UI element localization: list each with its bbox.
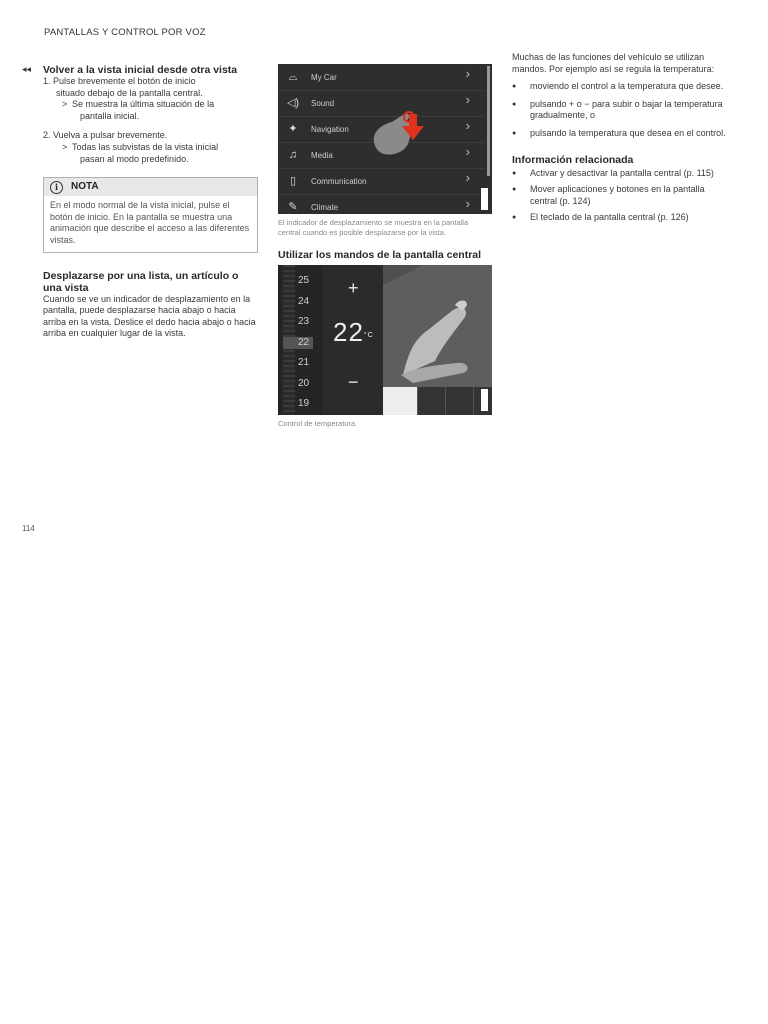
result-arrow: > (62, 141, 68, 152)
speaker-icon: ◁) (286, 97, 300, 109)
temperature-unit: °C (363, 332, 374, 339)
related-info-list (512, 168, 726, 224)
tile (445, 387, 474, 415)
bullet-item: ● pulsando la temperatura que desea en el control. (512, 128, 726, 140)
temperature-value: 24 (298, 295, 310, 307)
temperature-display (333, 317, 374, 347)
seat-illustration (383, 265, 492, 387)
figure-code-label (481, 188, 488, 210)
menu-item-label: Climate (311, 203, 339, 212)
figure-temperature-control (278, 265, 492, 415)
phone-icon: ▯ (289, 175, 297, 187)
note-title: NOTA (71, 181, 99, 193)
temperature-value: 25 (298, 275, 310, 286)
related-link[interactable]: ● Activar y desactivar la pantalla central (p. 115) (512, 168, 726, 180)
music-note-icon: ♫ (288, 149, 298, 161)
scroll-indicator (487, 66, 490, 176)
arrow-down-icon (402, 114, 424, 140)
page-header: PANTALLAS Y CONTROL POR VOZ (44, 27, 206, 38)
step-1 (43, 76, 258, 99)
controls-intro: Muchas de las funciones del vehículo se utilizan mandos. Por ejemplo así se regula la temperatura: (512, 52, 715, 74)
column-1 (43, 64, 258, 340)
chevron-right-icon: › (465, 144, 470, 159)
figure-scroll-menu (278, 64, 492, 214)
figure-2-caption: Control de temperatura. (278, 419, 358, 428)
page-number: 114 (22, 524, 35, 533)
note-header (44, 178, 257, 196)
plus-button: + (348, 278, 359, 298)
seat-icon (383, 265, 492, 387)
menu-item-label: My Car (311, 73, 337, 82)
section-title-central-controls: Utilizar los mandos de la pantalla central (278, 249, 482, 261)
controls-bullet-list (512, 81, 726, 139)
chevron-right-icon: › (465, 118, 470, 133)
step-2-result-line-2: pasan al modo predefinido. (80, 153, 189, 164)
chevron-right-icon: › (465, 170, 470, 185)
step-2: 2. Vuelva a pulsar brevemente. (43, 130, 168, 141)
climate-fan-icon: ✎ (288, 201, 298, 213)
menu-item-communication (278, 168, 484, 195)
step-2-result (43, 142, 258, 165)
result-arrow: > (62, 99, 68, 110)
menu-item-label: Media (311, 151, 333, 160)
chevron-right-icon: › (465, 92, 470, 107)
note-body: En el modo normal de la vista inicial, pulse el botón de inicio. En la pantalla se muestra una animación que describe el acceso a las diferentes vistas. (50, 200, 250, 245)
section-scroll-body: Cuando se ve un indicador de desplazamiento en la pantalla, puede desplazarse hacia abajo o hacia arriba en la vista. Deslice el dedo hacia abajo o hacia arriba en cualquier lugar de la vista. (43, 293, 256, 339)
related-link[interactable]: ● Mover aplicaciones y botones en la pantalla central (p. 124) (512, 184, 726, 207)
column-2 (278, 64, 492, 429)
info-icon: i (50, 181, 63, 194)
bottom-tiles (383, 387, 492, 415)
note-box (43, 177, 258, 252)
tile (383, 387, 418, 415)
related-info-title: Información relacionada (512, 153, 634, 166)
step-1-line-2: situado debajo de la pantalla central. (56, 87, 203, 98)
menu-item-climate (278, 194, 484, 214)
menu-item-label: Communication (311, 177, 367, 186)
temperature-value: 19 (298, 398, 310, 409)
chevron-right-icon: › (465, 196, 470, 211)
menu-item-my-car (278, 64, 484, 91)
temperature-list (298, 275, 309, 415)
temperature-value: 22 (298, 336, 310, 348)
temperature-value: 21 (298, 357, 310, 368)
navigation-icon: ✦ (288, 123, 298, 135)
section-title-return-home: Volver a la vista inicial desde otra vista (43, 64, 238, 76)
temperature-current: 22 (333, 317, 364, 347)
car-icon: ⌓ (288, 71, 298, 83)
section-title-scroll: Desplazarse por una lista, un artículo o una vista (43, 269, 239, 294)
step-2-result-line-1: Todas las subvistas de la vista inicial (72, 141, 219, 152)
related-link[interactable]: ● El teclado de la pantalla central (p. 126) (512, 212, 726, 224)
figure-code-label (481, 389, 488, 411)
tile (417, 387, 446, 415)
continuation-mark: ◂◂ (22, 64, 32, 74)
column-3 (512, 52, 726, 224)
figure-1-caption: El indicador de desplazamiento se muestra en la pantalla central cuando es posible desplazarse por la vista. (278, 218, 469, 237)
bullet-item: ● pulsando + o − para subir o bajar la temperatura gradualmente, o (512, 99, 726, 122)
chevron-right-icon: › (465, 66, 470, 81)
step-1-line-1: 1. Pulse brevemente el botón de inicio (43, 76, 196, 86)
bullet-item: ● moviendo el control a la temperatura que desee. (512, 81, 726, 93)
temperature-value: 20 (298, 377, 310, 389)
step-1-result (43, 99, 258, 122)
step-1-result-line-2: pantalla inicial. (80, 110, 140, 121)
temperature-value: 23 (298, 316, 310, 327)
menu-item-label: Sound (311, 99, 335, 108)
menu-item-label: Navigation (311, 125, 349, 134)
step-1-result-line-1: Se muestra la última situación de la (72, 99, 215, 110)
minus-button: − (348, 372, 359, 392)
